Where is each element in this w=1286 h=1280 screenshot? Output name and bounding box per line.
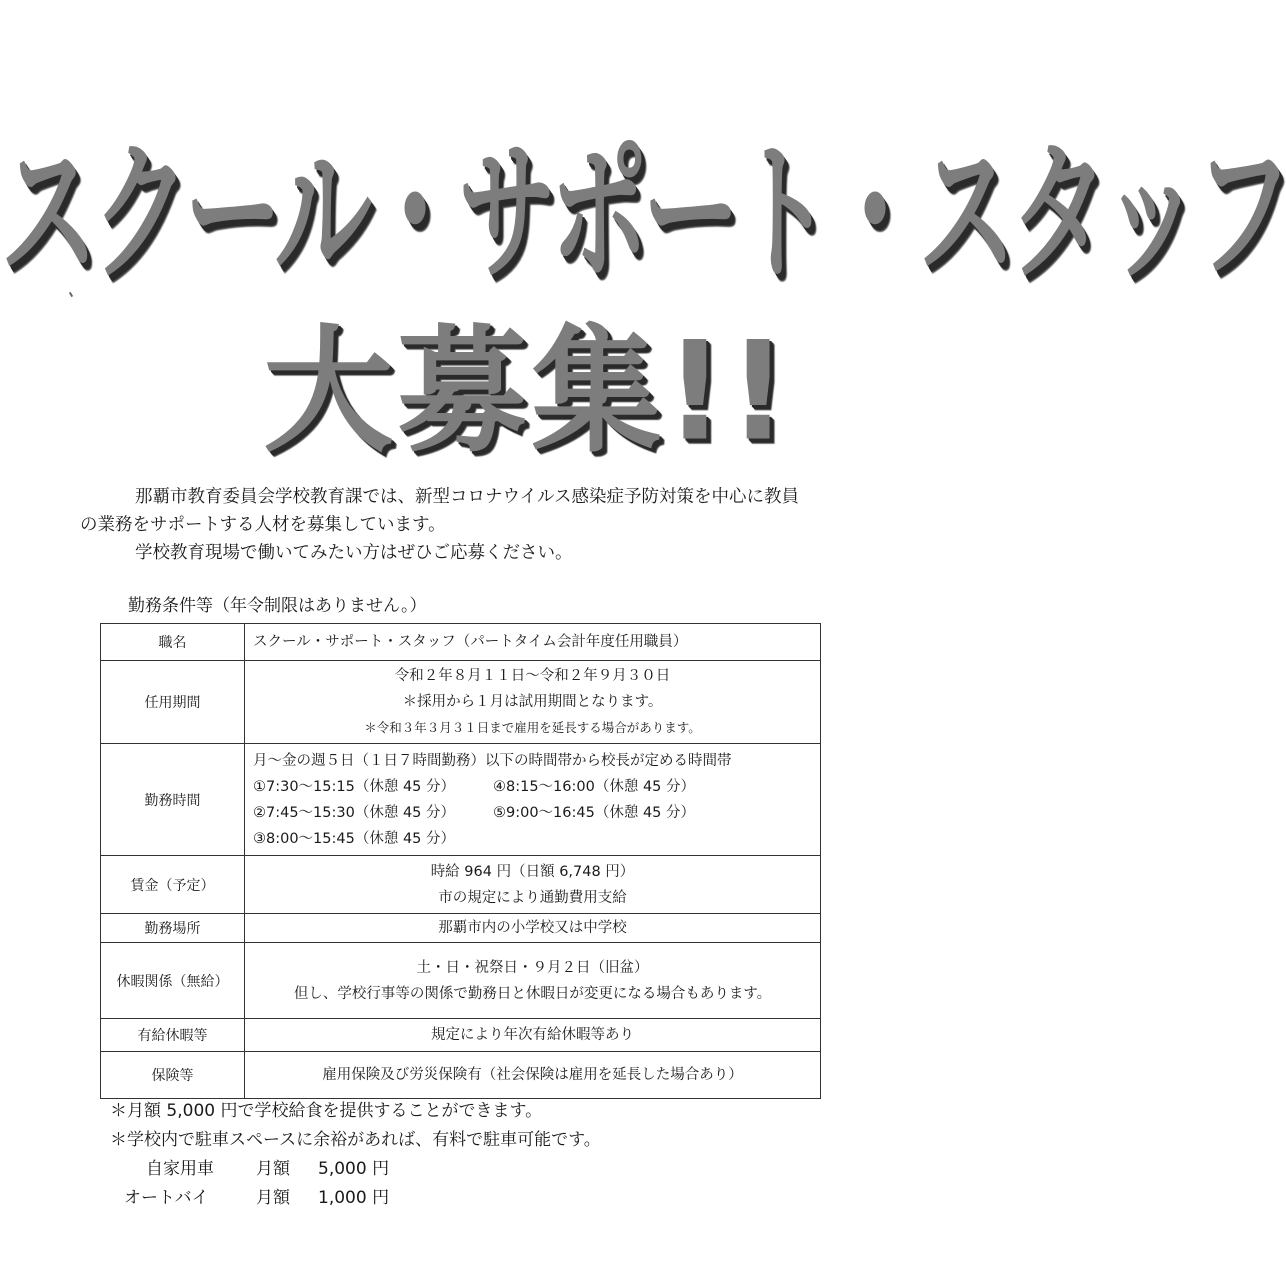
table-row [101,661,821,744]
car-period: 月額 [256,1159,290,1179]
car-type: 自家用車 [146,1159,214,1179]
bike-period: 月額 [256,1188,290,1208]
shift-2: ②7:45～15:30（休憩 45 分） [253,804,456,821]
shift-1: ①7:30～15:15（休憩 45 分） [253,778,456,795]
parking-fee-car [110,1155,601,1184]
shift-5: ⑤9:00～16:45（休憩 45 分） [493,804,696,821]
hours-label: 勤務時間 [101,744,245,856]
intro-para2: 学校教育現場で働いてみたい方はぜひご応募ください。 [135,543,573,563]
intro-text [80,483,848,567]
parking-fee-bike [110,1184,601,1213]
paid-leave-value: 規定により年次有給休暇等あり [245,1019,821,1052]
wage-value [245,856,821,914]
table-row [101,914,821,943]
wage-line1: 時給 964 円（日額 6,748 円） [430,863,635,880]
insurance-label: 保険等 [101,1052,245,1099]
wage-label: 賃金（予定） [101,856,245,914]
table-row [101,943,821,1019]
table-row [101,624,821,661]
holidays-value [245,943,821,1019]
title-main: スクール・サポート・スタッフ [0,126,1286,303]
table-row [101,1019,821,1052]
conditions-heading: 勤務条件等（年令制限はありません。） [128,596,427,616]
hours-value [245,744,821,856]
job-title-label: 職名 [101,624,245,661]
holidays-line1: 土・日・祝祭日・９月２日（旧盆） [416,959,649,976]
location-label: 勤務場所 [101,914,245,943]
parking-note: ＊学校内で駐車スペースに余裕があれば、有料で駐車可能です。 [110,1130,601,1150]
holidays-line2: 但し、学校行事等の関係で勤務日と休暇日が変更になる場合もあります。 [293,985,772,1002]
intro-para1-line1: 那覇市教育委員会学校教育課では、新型コロナウイルス感染症予防対策を中心に教員 [135,487,799,507]
period-line3: ＊令和３年３月３１日まで雇用を延長する場合があります。 [364,720,701,735]
title-sub: 大募集!! [263,311,792,471]
insurance-value: 雇用保険及び労災保険有（社会保険は雇用を延長した場合あり） [245,1052,821,1099]
intro-para1-line2: の業務をサポートする人材を募集しています。 [80,515,446,535]
bike-fee: 1,000 円 [318,1188,390,1208]
period-line2: ＊採用から１月は試用期間となります。 [402,694,663,710]
shift-4: ④8:15～16:00（休憩 45 分） [493,778,696,795]
lunch-note: ＊月額 5,000 円で学校給食を提供することができます。 [110,1101,543,1121]
car-fee: 5,000 円 [318,1159,390,1179]
table-row [101,856,821,914]
period-value [245,661,821,744]
paid-leave-label: 有給休暇等 [101,1019,245,1052]
hours-intro: 月～金の週５日（１日７時間勤務）以下の時間帯から校長が定める時間帯 [253,752,732,769]
table-row [101,1052,821,1099]
location-value: 那覇市内の小学校又は中学校 [245,914,821,943]
job-title-value: スクール・サポート・スタッフ（パートタイム会計年度任用職員） [245,624,821,661]
period-line1: 令和２年８月１１日～令和２年９月３０日 [394,668,671,684]
holidays-label: 休暇関係（無給） [101,943,245,1019]
shift-grid [253,774,812,852]
notes [110,1097,601,1213]
wage-line2: 市の規定により通勤費用支給 [438,889,627,906]
shift-3: ③8:00～15:45（休憩 45 分） [253,830,456,847]
conditions-table [100,623,821,1099]
table-row [101,744,821,856]
bike-type: オートバイ [124,1188,209,1208]
period-label: 任用期間 [101,661,245,744]
